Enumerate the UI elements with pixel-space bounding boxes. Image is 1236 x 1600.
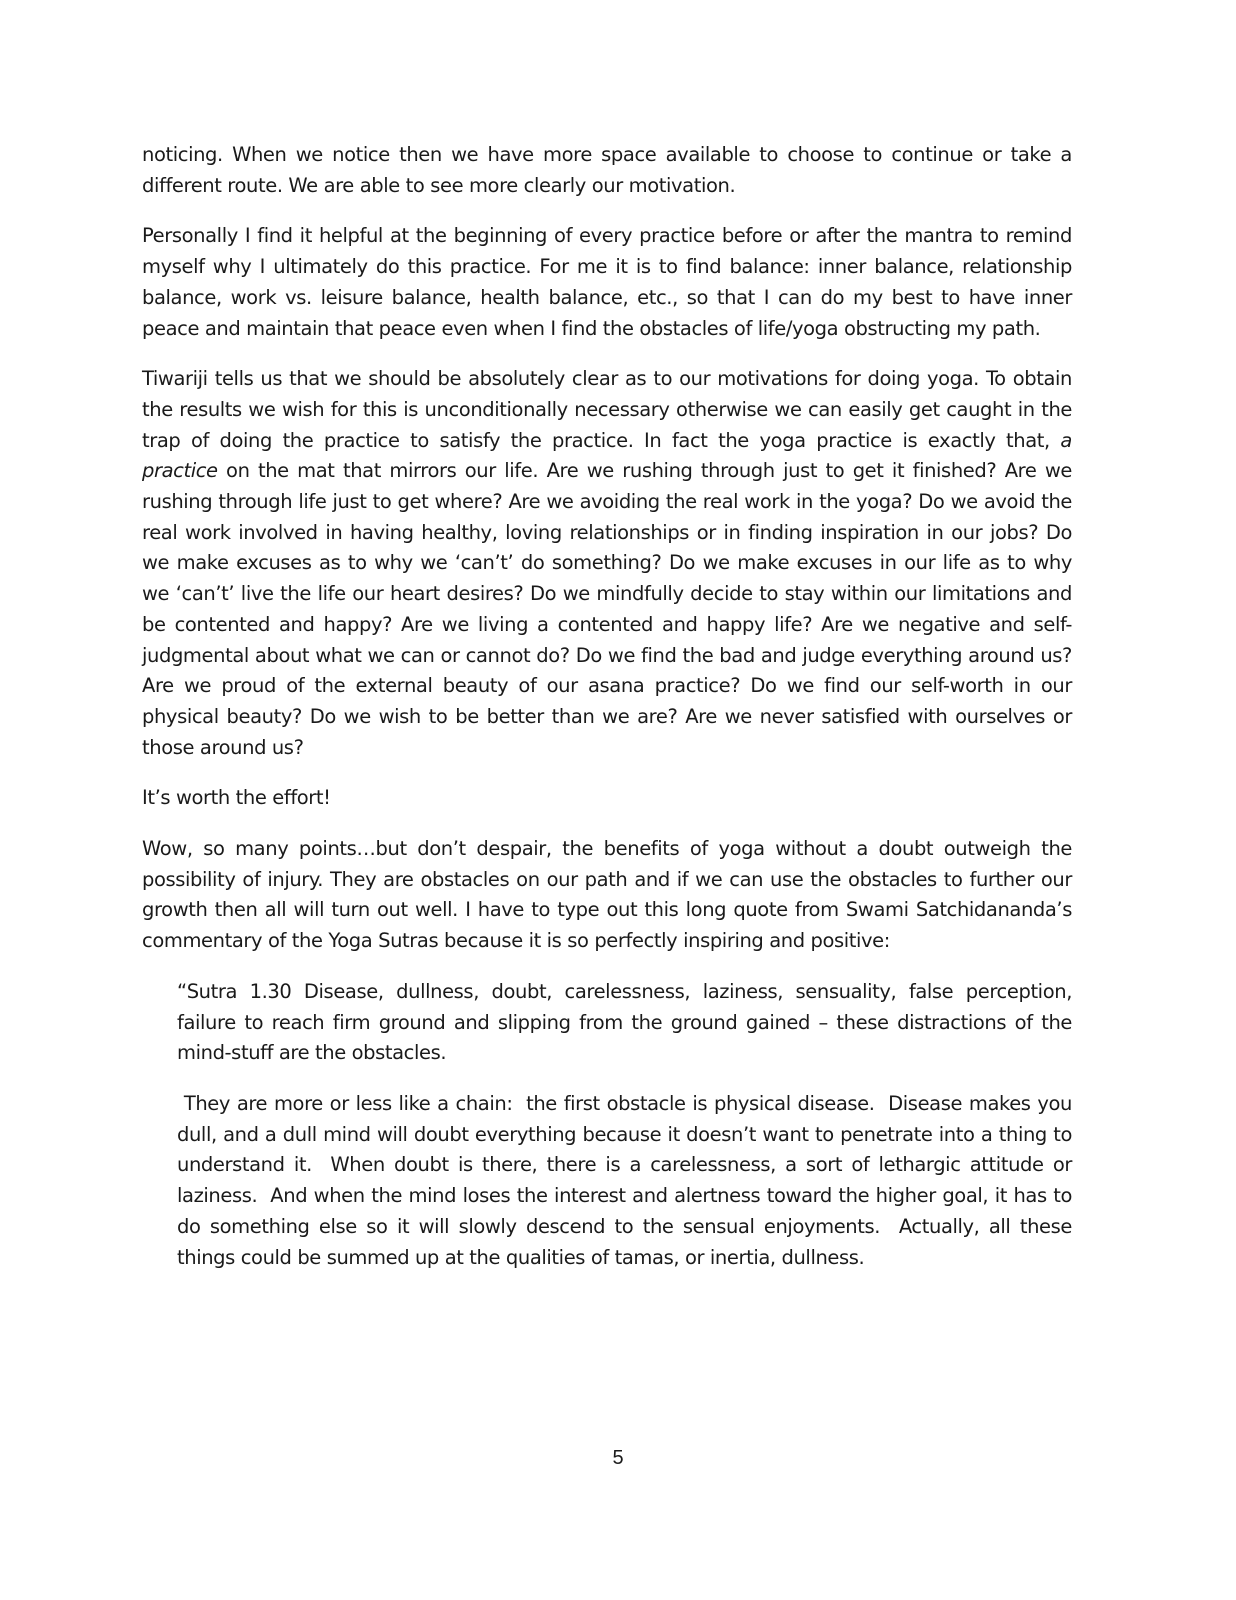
text: on the mat that mirrors our life. Are we rushing through just to get it finished? Are we rushing through life just to get where? Are we avoiding the real work in the yoga? Do we avoid the real work involved in having healthy, loving relationships or in finding inspiration in our jobs? Do we make excuses as to why we ‘can’t’ do something? Do we make excuses in our life as to why we ‘can’t’ live the life our heart desires? Do we mindfully decide to stay within our limitations and be contented and happy? Are we living a contented and happy life? Are we negative and self-judgmental about what we can or cannot do? Do we find the bad and judge everything around us? Are we proud of the external beauty of our asana practice? Do we find our self-worth in our physical beauty? Do we wish to be better than we are? Are we never satisfied with ourselves or those around us?	[142, 459, 1072, 759]
paragraph	[142, 364, 1072, 763]
italic-text: a practice	[142, 428, 1072, 483]
page-body	[142, 140, 1078, 1293]
paragraph: Wow, so many points…but don’t despair, the benefits of yoga without a doubt outweigh the possibility of injury. They are obstacles on our path and if we can use the obstacles to further our growth then all will turn out well. I have to type out this long quote from Swami Satchidananda’s commentary of the Yoga Sutras because it is so perfectly inspiring and positive:	[142, 837, 1072, 953]
paragraph: noticing. When we notice then we have more space available to choose to continue or take a different route. We are able to see more clearly our motivation.	[142, 143, 1072, 197]
paragraph: It’s worth the effort!	[142, 786, 331, 810]
quote-paragraph: “Sutra 1.30 Disease, dullness, doubt, carelessness, laziness, sensuality, false perception, failure to reach firm ground and slipping from the ground gained – these distractions of the mind-stuff are the obstacles.	[177, 979, 1072, 1065]
page-number: 5	[612, 1447, 624, 1469]
text: Tiwariji tells us that we should be absolutely clear as to our motivations for doing yoga. To obtain the results we wish for this is unconditionally necessary otherwise we can easily get caught in the trap of doing the practice to satisfy the practice. In fact the yoga practice is exactly that,	[142, 367, 1072, 452]
paragraph: Personally I find it helpful at the beginning of every practice before or after the mantra to remind myself why I ultimately do this practice. For me it is to find balance: inner balance, relationship balance, work vs. leisure balance, health balance, etc., so that I can do my best to have inner peace and maintain that peace even when I find the obstacles of life/yoga obstructing my path.	[142, 224, 1072, 340]
quote-paragraph: They are more or less like a chain: the first obstacle is physical disease. Disease makes you dull, and a dull mind will doubt everything because it doesn’t want to penetrate into a thing to understand it. When doubt is there, there is a carelessness, a sort of lethargic attitude or laziness. And when the mind loses the interest and alertness toward the higher goal, it has to do something else so it will slowly descend to the sensual enjoyments. Actually, all these things could be summed up at the qualities of tamas, or inertia, dullness.	[177, 1091, 1078, 1269]
